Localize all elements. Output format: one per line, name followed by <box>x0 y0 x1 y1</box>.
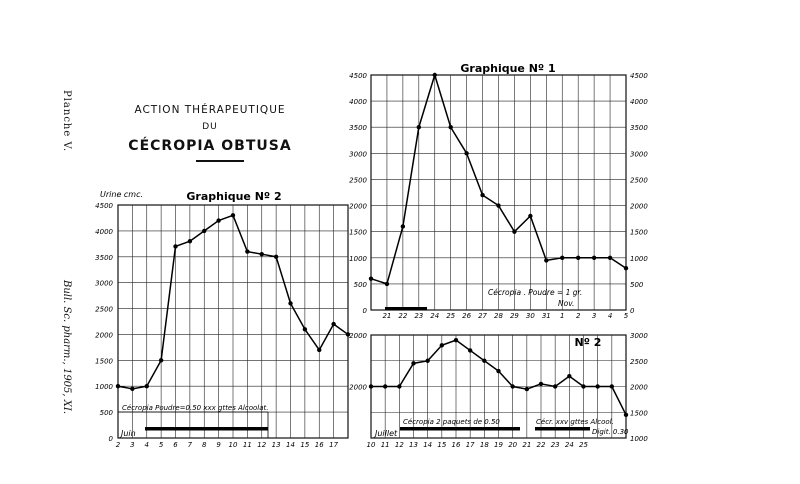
chart2-ylabel: Urine cmc. <box>100 190 144 199</box>
chart3-point <box>624 413 628 417</box>
chart1-point <box>480 193 484 197</box>
chart1-xtick: 21 <box>382 312 392 320</box>
chart3-point <box>610 384 614 388</box>
chart3-point <box>369 384 373 388</box>
chart1-ytick-left: 500 <box>353 280 367 289</box>
chart1-point <box>433 73 437 77</box>
chart1-xtick: 22 <box>398 312 408 320</box>
plate-label-text: Planche V. <box>61 90 72 153</box>
chart2-xtick: 2 <box>115 441 121 449</box>
chart2-point <box>231 213 235 217</box>
chart3-point <box>482 359 486 363</box>
chart3-point <box>510 384 514 388</box>
chart2-point <box>260 252 264 256</box>
chart2-xtick: 5 <box>158 441 164 449</box>
chart3-point <box>425 359 429 363</box>
chart2-point <box>303 327 307 331</box>
chart2-xtick: 11 <box>242 441 252 449</box>
chart2-point <box>145 384 149 388</box>
chart3-xtick: 14 <box>423 441 433 449</box>
chart3-point <box>496 369 500 373</box>
chart3-point <box>553 384 557 388</box>
chart3-month-label: Juillet <box>375 429 398 438</box>
chart1-point <box>369 276 373 280</box>
chart1-ytick-right: 3500 <box>630 124 648 133</box>
chart1-xtick: 30 <box>525 312 535 320</box>
chart1-treatment-bar <box>385 307 427 310</box>
chart2-treatment-label: Cécropia Poudre=0.50 xxx gttes Alcoolat. <box>122 404 269 412</box>
chart1-month-label: Nov. <box>558 299 575 308</box>
chart1-xtick: 27 <box>478 312 488 320</box>
chart1-xtick: 2 <box>575 312 581 320</box>
chart2-ytick: 2000 <box>95 331 113 340</box>
citation-text: Bull. Sc. pharm., 1905, XI. <box>61 280 72 415</box>
chart1-ytick-right: 1000 <box>630 254 648 263</box>
chart1-ytick-right: 4000 <box>630 98 648 107</box>
chart2-ytick: 4500 <box>95 202 113 210</box>
chart2-xtick: 7 <box>187 441 193 449</box>
chart3-xtick: 24 <box>564 441 574 449</box>
chart2-point <box>288 301 292 305</box>
chart2-treatment-bar <box>145 427 268 431</box>
chart3-ytick-right: 1000 <box>630 435 648 443</box>
chart1-ytick-left: 3500 <box>349 124 367 133</box>
chart3-point <box>454 338 458 342</box>
chart3-xtick: 16 <box>451 441 461 449</box>
chart2-ytick: 1500 <box>95 357 113 366</box>
chart1-xtick: 1 <box>560 312 565 320</box>
title-main: CÉCROPIA OBTUSA <box>128 138 292 154</box>
chart2-xtick: 16 <box>314 441 324 449</box>
chart2-xtick: 9 <box>216 441 221 449</box>
chart1-point <box>592 256 596 260</box>
chart3-point <box>567 374 571 378</box>
chart3-point <box>383 384 387 388</box>
chart1-xtick: 29 <box>509 312 519 320</box>
chart1-ytick-left: 3000 <box>349 150 367 159</box>
chart1-xtick: 28 <box>494 312 503 320</box>
chart1-treatment-label: Cécropia . Poudre = 1 gr. <box>488 288 583 297</box>
chart3-treatment2-label: Cécr. xxv gttes Alcool. <box>536 418 614 426</box>
chart2-point <box>331 322 335 326</box>
chart3-xtick: 23 <box>550 441 560 449</box>
chart3-treatment1-bar <box>400 427 520 431</box>
chart1-point <box>528 214 532 218</box>
chart1-point <box>401 224 405 228</box>
chart3-ytick-right: 1500 <box>630 409 648 418</box>
chart2-xtick: 13 <box>271 441 281 449</box>
chart3-ytick-right: 3000 <box>630 332 648 340</box>
title-line-1: ACTION THÉRAPEUTIQUE <box>134 104 286 116</box>
chart2-xtick: 8 <box>202 441 207 449</box>
chart1-ytick-left: 2500 <box>349 176 367 185</box>
chart3-xtick: 20 <box>508 441 518 449</box>
chart1-ytick-right: 4500 <box>630 72 648 80</box>
chart3-xtick: 19 <box>494 441 503 449</box>
chart2-ytick: 3000 <box>95 279 113 288</box>
title-line-2: DU <box>202 122 218 132</box>
chart3-point <box>440 343 444 347</box>
chart2-xtick: 17 <box>329 441 339 449</box>
chart1-xtick: 31 <box>541 312 551 320</box>
chart2-point <box>130 387 134 391</box>
chart2-xtick: 15 <box>300 441 310 449</box>
chart2-point <box>202 229 206 233</box>
chart1-ytick-left: 2000 <box>349 202 367 211</box>
chart3-xtick: 10 <box>366 441 376 449</box>
chart1-ytick-left: 1000 <box>349 254 367 263</box>
chart2-ytick: 2500 <box>95 305 113 314</box>
chart2-point <box>159 358 163 362</box>
chart2-point <box>274 255 278 259</box>
chart2-point <box>216 218 220 222</box>
chart1-ytick-left: 1500 <box>349 228 367 237</box>
chart3-point <box>525 387 529 391</box>
chart1-point <box>608 256 612 260</box>
chart1-point <box>448 125 452 129</box>
chart2-xtick: 14 <box>286 441 295 449</box>
chart3-point <box>595 384 599 388</box>
chart3-treatment1-label: Cécropia 2 paquets de 0.50 <box>403 418 500 426</box>
chart1-ytick-left: 0 <box>362 307 367 315</box>
chart1-point <box>576 256 580 260</box>
chart1-xtick: 26 <box>462 312 472 320</box>
chart1-point <box>544 258 548 262</box>
chart1-ytick-right: 3000 <box>630 150 648 159</box>
chart1-xtick: 25 <box>446 312 456 320</box>
chart3-point <box>468 348 472 352</box>
chart1-ytick-left: 4000 <box>349 98 367 107</box>
chart3-xtick: 25 <box>579 441 588 449</box>
chart3-title: Nº 2 <box>574 336 602 349</box>
chart2-point <box>173 244 177 248</box>
chart2-point <box>188 239 192 243</box>
chart2-point <box>317 348 321 352</box>
chart2-ytick: 4000 <box>95 227 113 236</box>
chart3-ytick-left: 2000 <box>349 383 367 392</box>
chart1-ytick-right: 500 <box>630 280 644 289</box>
chart2-xtick: 10 <box>228 441 238 449</box>
chart3-xtick: 18 <box>479 441 489 449</box>
chart1-ytick-right: 1500 <box>630 228 648 237</box>
chart2-xtick: 12 <box>257 441 267 449</box>
chart1-point <box>385 282 389 286</box>
chart1-point <box>624 266 628 270</box>
chart1-point <box>496 203 500 207</box>
chart1-ytick-left: 4500 <box>349 72 367 80</box>
chart3-ytick-right: 2500 <box>630 357 648 366</box>
chart2-month-label: Juin <box>121 429 136 438</box>
chart2-xtick: 6 <box>173 441 178 449</box>
chart2-ytick: 3500 <box>95 253 113 262</box>
chart3-ytick-right: 2000 <box>630 383 648 392</box>
chart1-point <box>464 151 468 155</box>
chart3-xtick: 17 <box>465 441 475 449</box>
chart1-point <box>560 256 564 260</box>
chart2-point <box>245 249 249 253</box>
chart3-digit-label: Digit. 0.30 <box>592 428 629 436</box>
chart3-xtick: 15 <box>437 441 447 449</box>
chart1-xtick: 3 <box>591 312 597 320</box>
chart3-point <box>397 384 401 388</box>
chart3-treatment2-bar <box>535 427 590 431</box>
chart3-xtick: 22 <box>536 441 546 449</box>
chart1-ytick-right: 0 <box>630 307 635 315</box>
chart3-ytick-left: 2000 <box>349 332 367 340</box>
chart2-xtick: 4 <box>144 441 149 449</box>
chart2-ytick: 1000 <box>95 383 113 392</box>
chart1-point <box>417 125 421 129</box>
chart1-point <box>512 229 516 233</box>
chart3-xtick: 13 <box>409 441 418 449</box>
chart3-point <box>581 384 585 388</box>
chart2-ytick: 500 <box>99 409 113 418</box>
chart3-xtick: 11 <box>380 441 390 449</box>
chart3-xtick: 12 <box>394 441 404 449</box>
chart1-xtick: 23 <box>414 312 424 320</box>
chart3-xtick: 21 <box>522 441 532 449</box>
chart1-ytick-right: 2500 <box>630 176 648 185</box>
chart2-point <box>116 384 120 388</box>
chart1-xtick: 4 <box>607 312 613 320</box>
chart1-ytick-right: 2000 <box>630 202 648 211</box>
chart1-xtick: 24 <box>430 312 440 320</box>
chart3-point <box>411 361 415 365</box>
chart2-xtick: 3 <box>130 441 135 449</box>
chart2-ytick: 0 <box>108 435 113 443</box>
chart1-xtick: 5 <box>623 312 629 320</box>
chart1-title: Graphique Nº 1 <box>460 62 556 75</box>
chart2-title: Graphique Nº 2 <box>186 190 282 203</box>
chart3-point <box>539 382 543 386</box>
